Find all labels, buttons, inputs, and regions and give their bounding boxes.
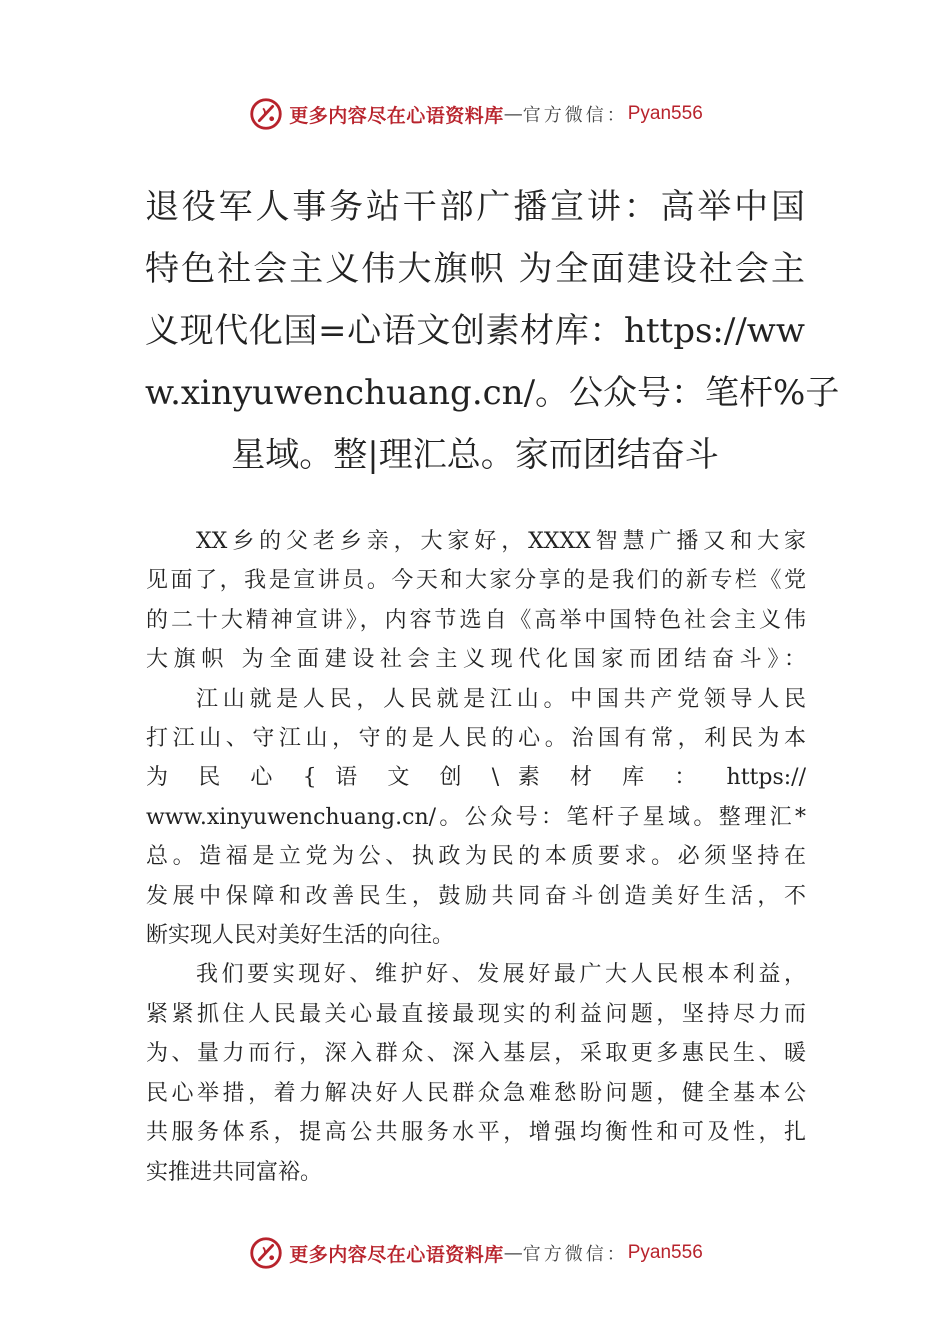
text-line: 紧紧抓住人民最关心最直接最现实的利益问题，坚持尽力而 — [146, 1001, 806, 1027]
paragraph — [146, 680, 806, 956]
header-banner — [0, 92, 950, 136]
title-line: 特色社会主义伟大旗帜 为全面建设社会主 — [145, 249, 805, 289]
logo-icon — [247, 1234, 285, 1272]
document-title — [145, 176, 840, 486]
banner-wechat-label: 官方微信： — [522, 105, 628, 126]
text-line: 为、量力而行，深入群众、深入基层，采取更多惠民生、暖 — [146, 1041, 806, 1067]
text-line: 为 民 心 { 语 文 创 \ 素 材 库 ： https:// — [146, 765, 806, 791]
banner-brand-text: 更多内容尽在心语资料库 — [289, 104, 504, 127]
text-line: 打江山、守江山，守的是人民的心。治国有常，利民为本 — [146, 726, 806, 752]
text-line: 发展中保障和改善民生，鼓励共同奋斗创造美好生活，不 — [146, 883, 806, 909]
title-line: w.xinyuwenchuang.cn/。公众号：笔杆%子 — [145, 373, 840, 413]
paragraph — [146, 955, 806, 1191]
banner-wechat-handle: Pyan556 — [627, 103, 703, 124]
text-line: 实推进共同富裕。 — [146, 1159, 323, 1185]
title-line: 星域。整|理汇总。家而团结奋斗 — [231, 435, 719, 475]
banner-brand-text: 更多内容尽在心语资料库 — [289, 1243, 504, 1266]
document-body — [146, 522, 806, 1192]
footer-banner — [0, 1231, 950, 1275]
logo-icon — [247, 95, 285, 133]
text-line: 见面了，我是宣讲员。今天和大家分享的是我们的新专栏《党 — [146, 568, 806, 594]
text-line: www.xinyuwenchuang.cn/。公众号：笔杆子星域。整理汇* — [146, 804, 806, 830]
banner-wechat-handle: Pyan556 — [627, 1242, 703, 1263]
text-line: 民心举措，着力解决好人民群众急难愁盼问题，健全基本公 — [146, 1080, 806, 1106]
banner-separator: — — [503, 103, 523, 125]
text-line: 总。造福是立党为公、执政为民的本质要求。必须坚持在 — [146, 844, 806, 870]
text-line: 共服务体系，提高公共服务水平，增强均衡性和可及性，扎 — [146, 1120, 806, 1146]
banner-separator: — — [503, 1242, 523, 1264]
text-line: 断实现人民对美好生活的向往。 — [146, 923, 455, 949]
title-line: 退役军人事务站干部广播宣讲：高举中国 — [145, 187, 805, 227]
text-line: XX乡的父老乡亲，大家好，XXXX智慧广播又和大家 — [196, 529, 806, 554]
banner-wechat-label: 官方微信： — [522, 1244, 628, 1265]
text-line: 江山就是人民，人民就是江山。中国共产党领导人民 — [196, 686, 806, 712]
title-line: 义现代化国=心语文创素材库：https://ww — [145, 311, 805, 351]
paragraph — [146, 522, 806, 680]
text-line: 的二十大精神宣讲》，内容节选自《高举中国特色社会主义伟 — [146, 607, 806, 633]
text-line: 大旗帜 为全面建设社会主义现代化国家而团结奋斗》： — [146, 647, 806, 673]
text-line: 我们要实现好、维护好、发展好最广大人民根本利益， — [196, 962, 806, 988]
